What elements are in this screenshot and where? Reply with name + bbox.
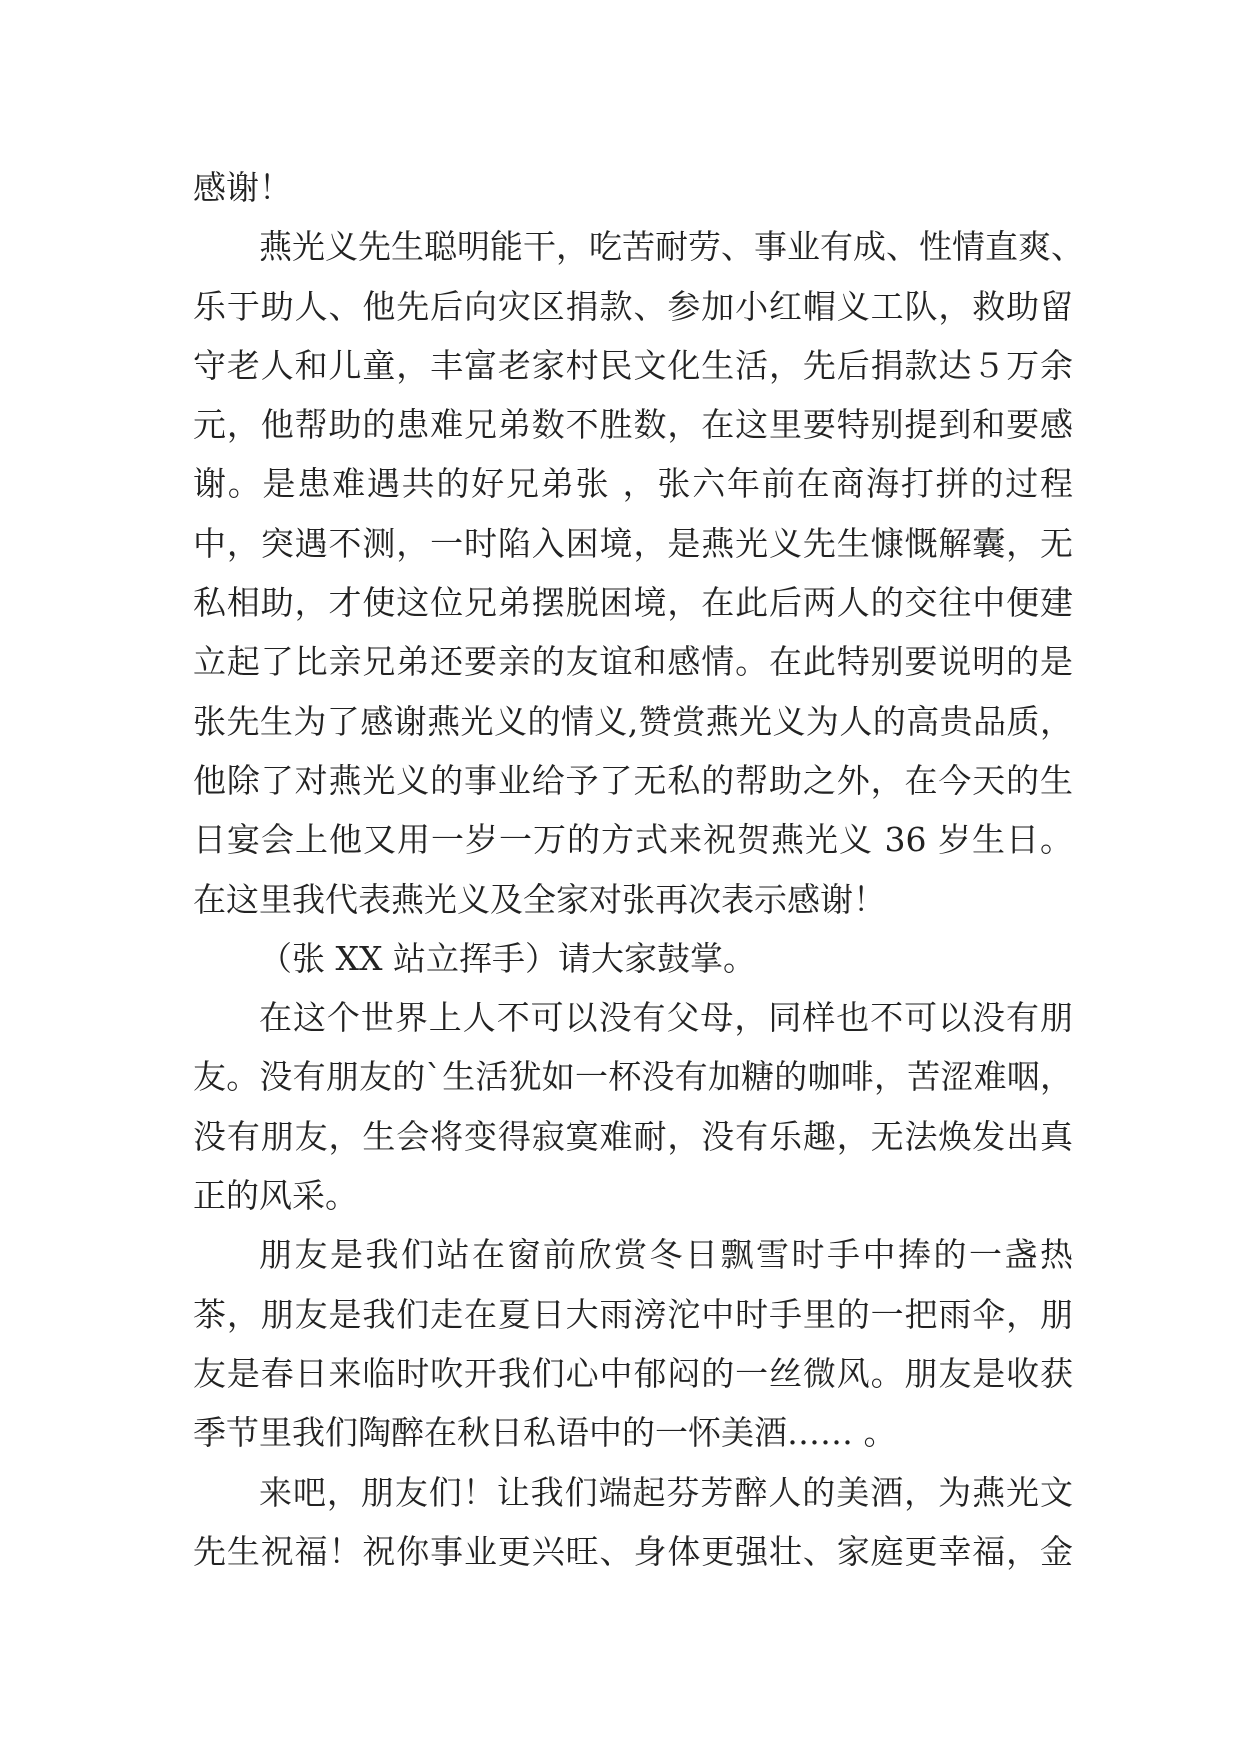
text-line: 正的风采。 [193,1176,358,1216]
text-line: 他除了对燕光义的事业给予了无私的帮助之外，在今天的生 [193,760,1073,800]
text-line: 感谢！ [193,168,292,207]
text-line: （张 XX 站立挥手）请大家鼓掌。 [259,938,756,978]
text-line: 友。没有朋友的`生活犹如一杯没有加糖的咖啡，苦涩难咽， [193,1057,1073,1097]
text-line: 来吧，朋友们！让我们端起芬芳醉人的美酒，为燕光文 [259,1472,1073,1512]
text-line: 没有朋友，生会将变得寂寞难耐，没有乐趣，无法焕发出真 [193,1116,1073,1156]
text-line: 立起了比亲兄弟还要亲的友谊和感情。在此特别要说明的是 [193,642,1073,682]
text-line: 季节里我们陶醉在秋日私语中的一怀美酒…… 。 [193,1413,897,1453]
text-line: 在这里我代表燕光义及全家对张再次表示感谢！ [193,879,886,919]
text-line: 谢。是患难遇共的好兄弟张 ，张六年前在商海打拼的过程 [193,464,1073,504]
text-line: 元，他帮助的患难兄弟数不胜数，在这里要特别提到和要感 [193,405,1073,445]
text-line: 茶，朋友是我们走在夏日大雨滂沱中时手里的一把雨伞，朋 [193,1294,1073,1334]
text-line: 日宴会上他又用一岁一万的方式来祝贺燕光义 36 岁生日。 [193,820,1073,860]
text-line: 在这个世界上人不可以没有父母，同样也不可以没有朋 [259,998,1073,1038]
text-line: 私相助，才使这位兄弟摆脱困境，在此后两人的交往中便建 [193,583,1073,623]
text-line: 友是春日来临时吹开我们心中郁闷的一丝微风。朋友是收获 [193,1353,1073,1393]
text-line: 守老人和儿童，丰富老家村民文化生活，先后捐款达５万余 [193,345,1073,385]
text-line: 燕光义先生聪明能干，吃苦耐劳、事业有成、性情直爽、 [259,227,1084,267]
text-line: 先生祝福！祝你事业更兴旺、身体更强壮、家庭更幸福，金 [193,1531,1073,1571]
text-line: 朋友是我们站在窗前欣赏冬日飘雪时手中捧的一盏热 [259,1235,1073,1275]
text-line: 张先生为了感谢燕光义的情义,赞赏燕光义为人的高贵品质， [193,701,1073,741]
text-line: 乐于助人、他先后向灾区捐款、参加小红帽义工队，救助留 [193,286,1073,326]
speech-text [193,158,1084,1581]
text-line: 中，突遇不测，一时陷入困境，是燕光义先生慷慨解囊，无 [193,523,1073,563]
